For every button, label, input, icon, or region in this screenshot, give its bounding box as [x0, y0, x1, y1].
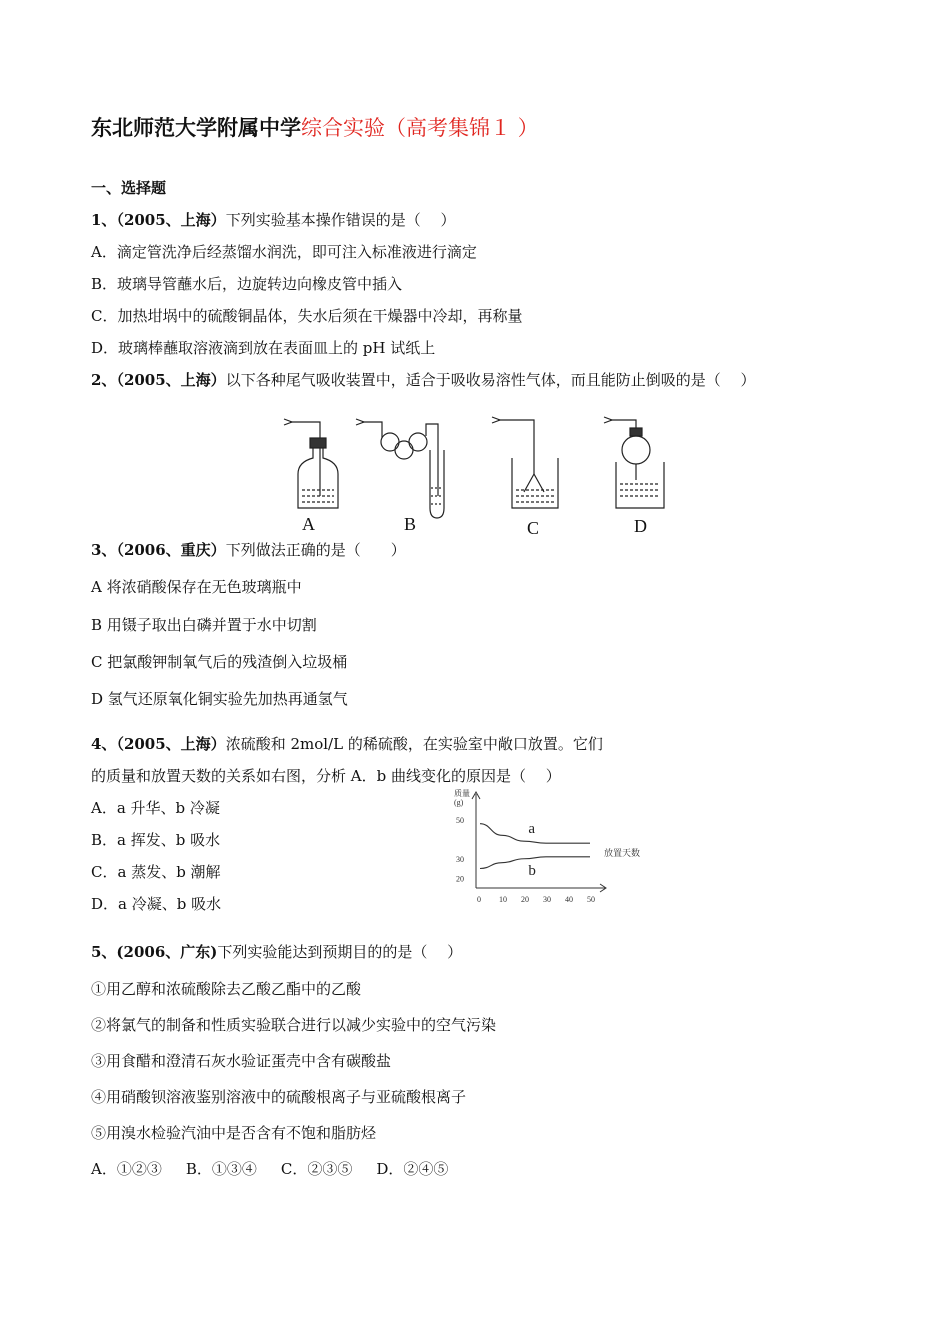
x-tick-label: 40	[565, 895, 573, 904]
x-tick-label: 0	[477, 895, 481, 904]
apparatus-b	[356, 419, 444, 518]
x-tick-label: 30	[543, 895, 551, 904]
q5-item-5: ⑤用溴水检验汽油中是否含有不饱和脂肪烃	[91, 1124, 377, 1142]
q1-option-a: A．滴定管洗净后经蒸馏水润洗，即可注入标准液进行滴定	[91, 243, 477, 261]
q1-option-d: D．玻璃棒蘸取溶液滴到放在表面皿上的 pH 试纸上	[91, 339, 436, 357]
x-tick-label: 10	[499, 895, 507, 904]
q3-option-a: A 将浓硝酸保存在无色玻璃瓶中	[91, 578, 302, 596]
label-c: C	[527, 518, 540, 538]
apparatus-a	[284, 419, 338, 508]
y-tick-label: 30	[456, 854, 464, 864]
label-a: A	[302, 514, 315, 534]
absorption-apparatus-figure	[280, 410, 680, 538]
y-axis-label: 质量(g)	[454, 789, 470, 807]
q5-item-4: ④用硝酸钡溶液鉴别溶液中的硫酸根离子与亚硫酸根离子	[91, 1088, 467, 1106]
question-4: 4、（2005、上海）浓硫酸和 2mol/L 的稀硫酸，在实验室中敞口放置。它们	[91, 735, 603, 753]
x-tick-label: 50	[587, 895, 595, 904]
q5-item-2: ②将氯气的制备和性质实验联合进行以减少实验中的空气污染	[91, 1016, 497, 1034]
y-tick-label: 50	[456, 815, 464, 825]
apparatus-c	[492, 417, 558, 508]
question-4-cont: 的质量和放置天数的关系如右图，分析 A．b 曲线变化的原因是（ ）	[91, 767, 561, 785]
q1-option-b: B．玻璃导管蘸水后，边旋转边向橡皮管中插入	[91, 275, 403, 293]
question-1: 1、（2005、上海）下列实验基本操作错误的是（ ）	[91, 211, 456, 229]
q4-option-c: C．a 蒸发、b 潮解	[91, 863, 221, 881]
school-name: 东北师范大学附属中学	[91, 115, 301, 140]
section-heading: 一、选择题	[91, 179, 167, 197]
q3-option-d: D 氢气还原氧化铜实验先加热再通氢气	[91, 690, 348, 708]
q3-option-c: C 把氯酸钾制氧气后的残渣倒入垃圾桶	[91, 653, 348, 671]
series-label-b: b	[528, 862, 536, 879]
q5-item-1: ①用乙醇和浓硫酸除去乙酸乙酯中的乙酸	[91, 980, 362, 998]
series-label-a: a	[528, 821, 536, 838]
q4-option-d: D．a 冷凝、b 吸水	[91, 895, 222, 913]
q4-option-b: B．a 挥发、b 吸水	[91, 831, 221, 849]
x-tick-label: 20	[521, 895, 529, 904]
x-axis-label: 放置天数	[604, 848, 641, 858]
label-d: D	[634, 516, 647, 536]
question-2: 2、（2005、上海）以下各种尾气吸收装置中，适合于吸收易溶性气体，而且能防止倒吸的是（ ）	[91, 371, 756, 389]
label-b: B	[404, 514, 417, 534]
mass-vs-days-chart	[440, 788, 670, 908]
question-3: 3、（2006、重庆）下列做法正确的是（ ）	[91, 541, 406, 559]
q3-option-b: B 用镊子取出白磷并置于水中切割	[91, 616, 317, 634]
q1-option-c: C．加热坩埚中的硫酸铜晶体，失水后须在干燥器中冷却，再称量	[91, 307, 523, 325]
q5-item-3: ③用食醋和澄清石灰水验证蛋壳中含有碳酸盐	[91, 1052, 392, 1070]
subject-title: 综合实验（高考集锦１ ）	[301, 116, 539, 140]
q5-answers: A．①②③ B．①③④ C．②③⑤ D．②④⑤	[91, 1160, 449, 1178]
page-title	[91, 112, 539, 142]
apparatus-d	[604, 417, 664, 508]
q4-option-a: A．a 升华、b 冷凝	[91, 799, 220, 817]
y-tick-label: 20	[456, 874, 464, 884]
question-5: 5、(2006、广东)下列实验能达到预期目的的是（ ）	[91, 943, 463, 961]
